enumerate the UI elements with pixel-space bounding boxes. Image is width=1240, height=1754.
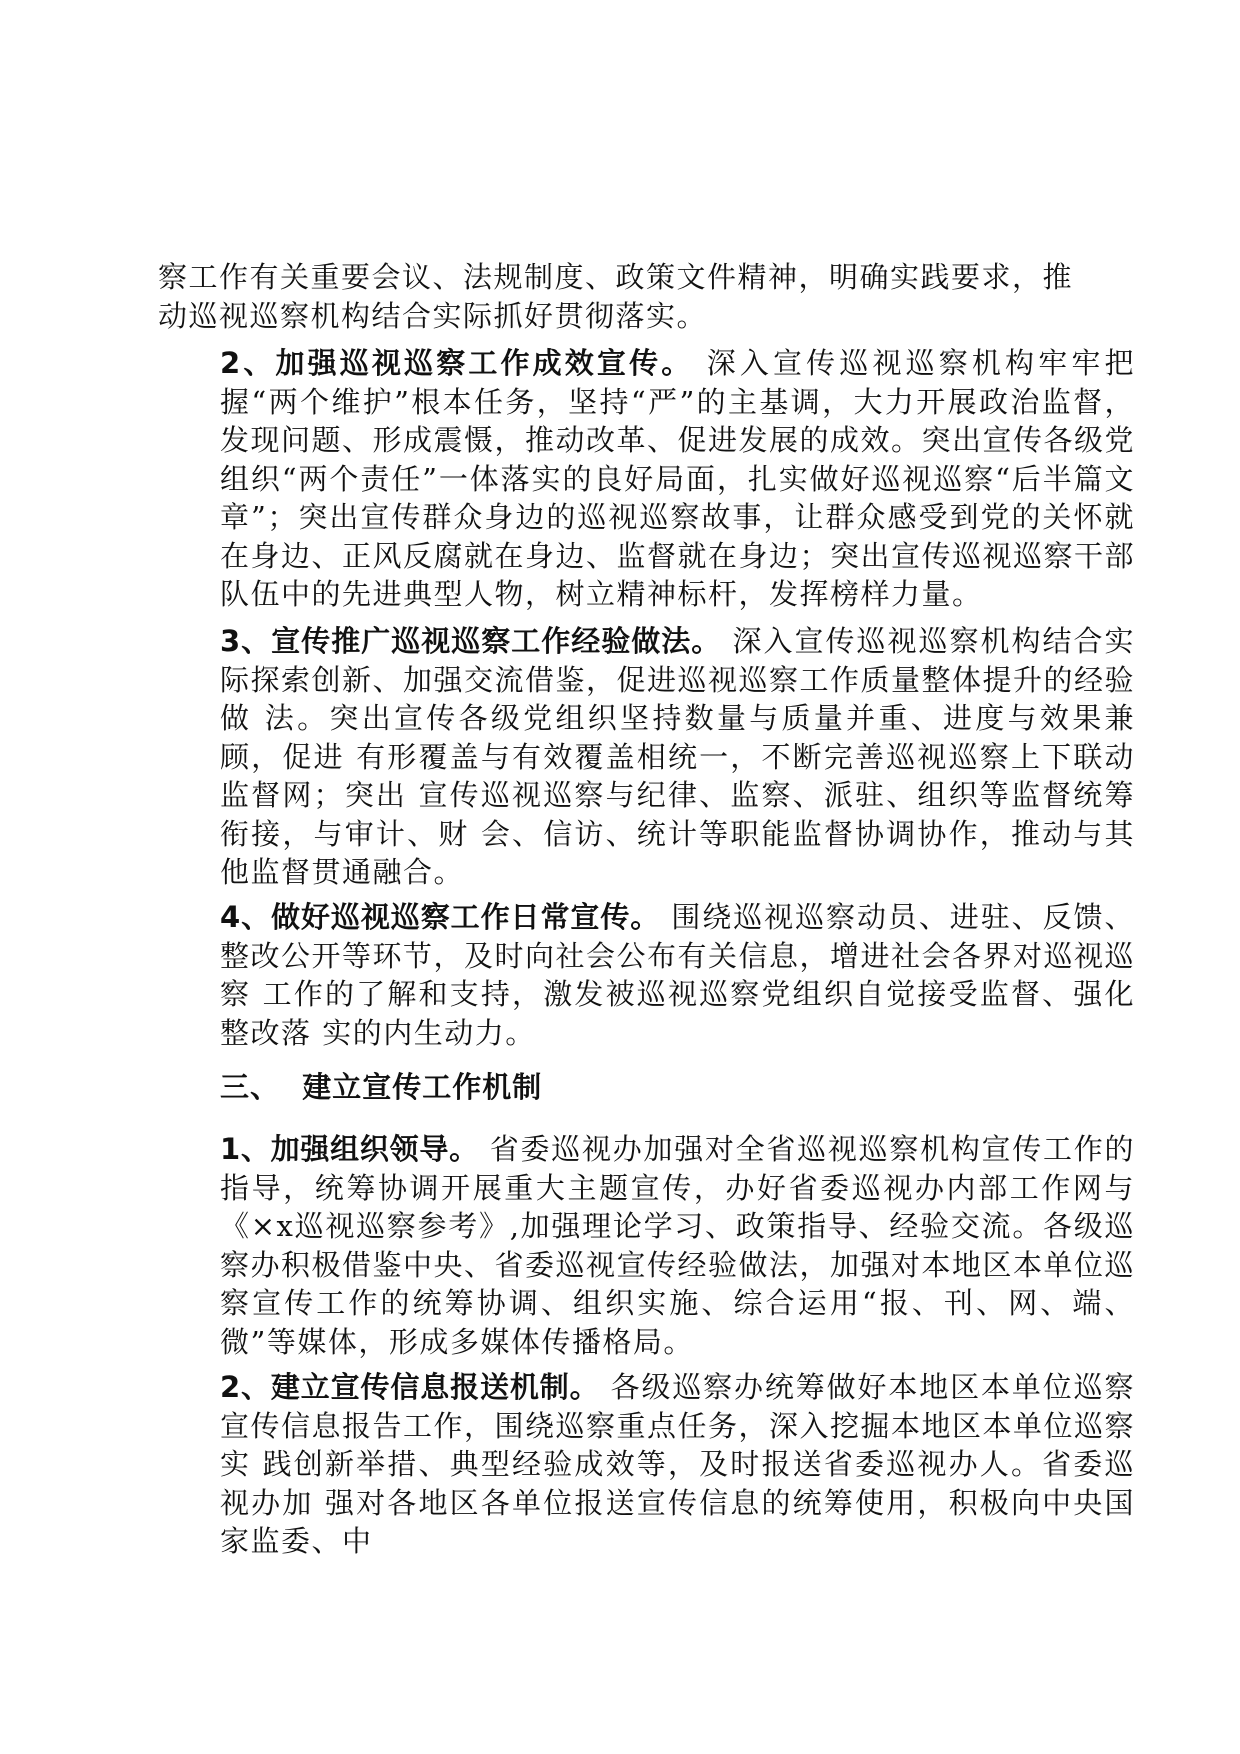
paragraph-text: 察工作有关重要会议、法规制度、政策文件精神，明确实践要求，推动巡视巡察机构结合实际抓好贯彻落实。: [158, 260, 1074, 333]
paragraph-text: 各级巡察办统筹做好本地区本单位巡察 宣传信息报告工作，围绕巡察重点任务，深入挖掘本地区本单位巡察实 践创新举措、典型经验成效等，及时报送省委巡视办人。省委巡视办加 强对各地区各单位报送宣传信息的统筹使用，积极向中央国家监委、中: [220, 1370, 1136, 1558]
paragraph-lead: 4、做好巡视巡察工作日常宣传。: [220, 900, 661, 934]
paragraph-text: 围绕巡视巡察动员、进驻、反馈、 整改公开等环节，及时向社会公布有关信息，增进社会各界对巡视巡察 工作的了解和支持，激发被巡视巡察党组织自觉接受监督、强化整改落 实的内生动力。: [220, 900, 1136, 1050]
paragraph-item-4: [158, 898, 1135, 1052]
paragraph-item-1-mechanism: [158, 1130, 1135, 1361]
paragraph-text: 深入宣传巡视巡察机构牢牢把握“两个维护”根本任务，坚持“严”的主基调，大力开展政治监督，发现问题、形成震慑，推动改革、促进发展的成效。突出宣传各级党组织“两个责任”一体落实的良好局面，扎实做好巡视巡察“后半篇文章”；突出宣传群众身边的巡视巡察故事，让群众感受到党的关怀就在身边、正风反腐就在身边、监督就在身边；突出宣传巡视巡察干部队伍中的先进典型人物，树立精神标杆，发挥榜样力量。: [220, 346, 1136, 611]
paragraph-lead: 2、加强巡视巡察工作成效宣传。: [220, 346, 694, 380]
paragraph-item-2: [158, 344, 1135, 614]
paragraph-item-2-mechanism: [158, 1368, 1135, 1561]
section-heading: 三、 建立宣传工作机制: [220, 1070, 543, 1104]
paragraph-lead: 2、建立宣传信息报送机制。: [220, 1370, 600, 1404]
paragraph-lead: 3、宣传推广巡视巡察工作经验做法。: [220, 624, 722, 658]
paragraph-lead: 1、加强组织领导。: [220, 1132, 479, 1166]
paragraph-text: 省委巡视办加强对全省巡视巡察机构宣传工作的指导，统筹协调开展重大主题宣传，办好省委巡视办内部工作网与《×x巡视巡察参考》,加强理论学习、政策指导、经验交流。各级巡察办积极借鉴中央、省委巡视宣传经验做法，加强对本地区本单位巡察宣传工作的统筹协调、组织实施、综合运用“报、刊、网、端、微”等媒体，形成多媒体传播格局。: [220, 1132, 1136, 1359]
paragraph-item-3: [158, 622, 1135, 892]
paragraph-continuation: [158, 258, 1073, 335]
paragraph-text: 深入宣传巡视巡察机构结合实 际探索创新、加强交流借鉴，促进巡视巡察工作质量整体提升的经验做 法。突出宣传各级党组织坚持数量与质量并重、进度与效果兼顾，促进 有形覆盖与有效覆盖相统一，不断完善巡视巡察上下联动监督网；突出 宣传巡视巡察与纪律、监察、派驻、组织等监督统筹衔接，与审计、财 会、信访、统计等职能监督协调协作，推动与其他监督贯通融合。: [220, 624, 1136, 889]
